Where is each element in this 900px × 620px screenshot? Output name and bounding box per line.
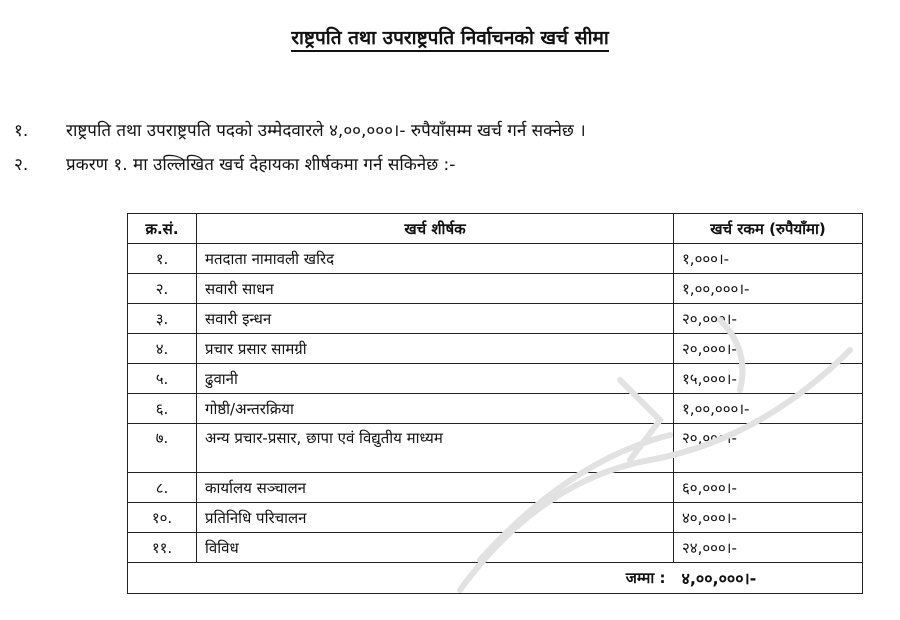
row-heading: ढुवानी <box>197 364 674 394</box>
row-serial: २. <box>128 274 197 304</box>
row-heading: कार्यालय सञ्चालन <box>197 473 674 503</box>
total-row <box>128 563 863 594</box>
row-serial: १. <box>128 244 197 274</box>
clause-2-number: २. <box>14 155 29 175</box>
table-row <box>128 394 863 424</box>
row-heading: सवारी इन्धन <box>197 304 674 334</box>
row-serial: ४. <box>128 334 197 364</box>
table-row <box>128 304 863 334</box>
row-heading: प्रतिनिधि परिचालन <box>197 503 674 533</box>
row-amount: २०,०००।- <box>674 304 863 334</box>
document-title <box>0 24 900 50</box>
row-serial: १०. <box>128 503 197 533</box>
row-serial: ७. <box>128 424 197 473</box>
table-header-row <box>128 214 863 244</box>
table-row <box>128 533 863 563</box>
expense-table <box>127 213 863 594</box>
total-amount: ४,००,०००।- <box>674 563 863 594</box>
row-serial: ५. <box>128 364 197 394</box>
row-amount: २४,०००।- <box>674 533 863 563</box>
row-amount: १५,०००।- <box>674 364 863 394</box>
header-heading: खर्च शीर्षक <box>197 214 674 244</box>
clause-2-text: प्रकरण १. मा उल्लिखित खर्च देहायका शीर्षकमा गर्न सकिनेछ :- <box>66 155 456 175</box>
row-heading: प्रचार प्रसार सामग्री <box>197 334 674 364</box>
row-amount: ६०,०००।- <box>674 473 863 503</box>
row-serial: ११. <box>128 533 197 563</box>
header-amount: खर्च रकम (रुपैयाँमा) <box>674 214 863 244</box>
row-amount: २०,०००।- <box>674 424 863 473</box>
row-heading: मतदाता नामावली खरिद <box>197 244 674 274</box>
table-row <box>128 364 863 394</box>
clause-1-text: राष्ट्रपति तथा उपराष्ट्रपति पदको उम्मेदवारले ४,००,०००।- रुपैयाँसम्म खर्च गर्न सक्नेछ । <box>66 121 586 141</box>
table-row <box>128 244 863 274</box>
row-amount: १,०००।- <box>674 244 863 274</box>
row-serial: ८. <box>128 473 197 503</box>
table-row <box>128 473 863 503</box>
table-row <box>128 424 863 473</box>
row-heading: अन्य प्रचार-प्रसार, छापा एवं विद्युतीय माध्यम <box>197 424 674 473</box>
total-label: जम्मा : <box>128 563 674 594</box>
header-serial: क्र.सं. <box>128 214 197 244</box>
row-heading: गोष्ठी/अन्तरक्रिया <box>197 394 674 424</box>
row-amount: १,००,०००।- <box>674 274 863 304</box>
row-amount: २०,०००।- <box>674 334 863 364</box>
row-amount: ४०,०००।- <box>674 503 863 533</box>
table-row <box>128 334 863 364</box>
row-serial: ६. <box>128 394 197 424</box>
table-row <box>128 503 863 533</box>
table-row <box>128 274 863 304</box>
clause-1-number: १. <box>14 121 29 141</box>
row-amount: १,००,०००।- <box>674 394 863 424</box>
row-heading: सवारी साधन <box>197 274 674 304</box>
row-serial: ३. <box>128 304 197 334</box>
document-title-text: राष्ट्रपति तथा उपराष्ट्रपति निर्वाचनको खर्च सीमा <box>291 27 609 52</box>
row-heading: विविध <box>197 533 674 563</box>
